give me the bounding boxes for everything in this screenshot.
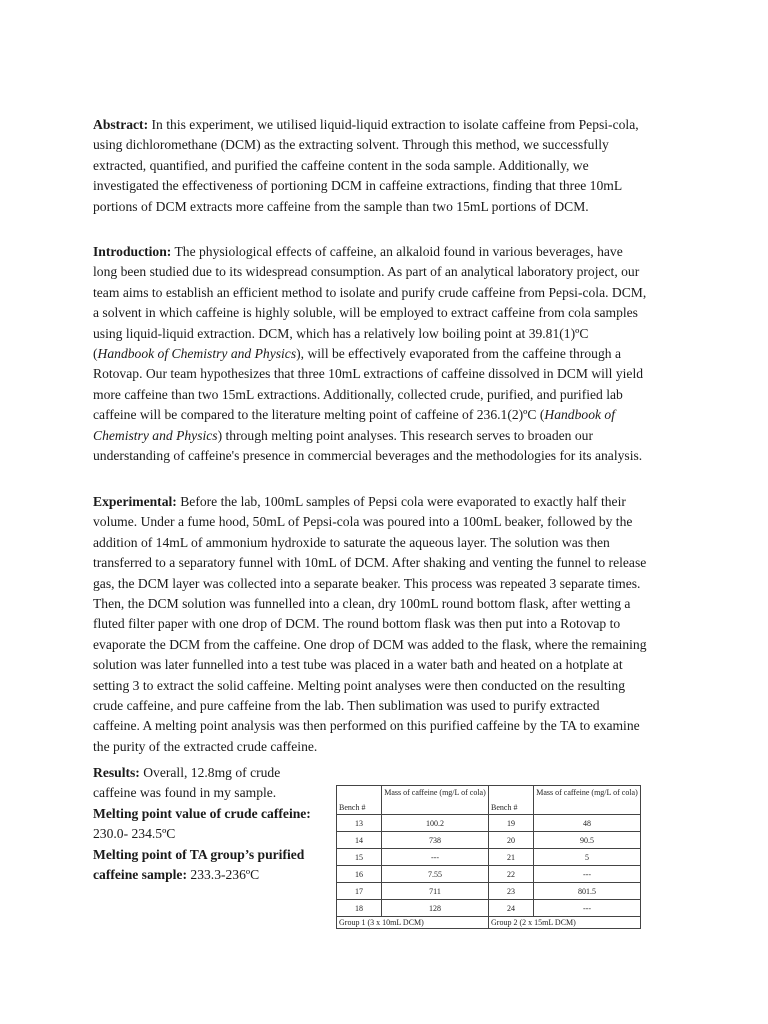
header-bench-group1: Bench # xyxy=(337,786,382,815)
bench-cell: 18 xyxy=(337,900,382,917)
purified-mp-label: Melting point of TA group’s purified caffeine sample: xyxy=(93,846,305,883)
header-mass-group2: Mass of caffeine (mg/L of cola) xyxy=(534,786,641,815)
caption-group2: Group 2 (2 x 15mL DCM) xyxy=(489,917,641,929)
experimental-paragraph xyxy=(93,492,648,757)
results-section xyxy=(93,763,323,885)
introduction-label: Introduction: xyxy=(93,244,172,259)
mass-cell: 801.5 xyxy=(534,883,641,900)
purified-melting-point xyxy=(93,845,323,886)
table-row xyxy=(337,866,641,883)
mass-cell: 738 xyxy=(382,832,489,849)
bench-cell: 20 xyxy=(489,832,534,849)
table-row xyxy=(337,832,641,849)
abstract-label: Abstract: xyxy=(93,117,149,132)
table-row xyxy=(337,815,641,832)
caption-group1: Group 1 (3 x 10mL DCM) xyxy=(337,917,489,929)
experimental-label: Experimental: xyxy=(93,494,177,509)
bench-cell: 17 xyxy=(337,883,382,900)
mass-cell: --- xyxy=(534,900,641,917)
purified-mp-value: 233.3-236ºC xyxy=(187,867,260,883)
mass-cell: 5 xyxy=(534,849,641,866)
table-row xyxy=(337,883,641,900)
mass-cell: 48 xyxy=(534,815,641,832)
results-text: Overall, 12.8mg of crude caffeine was found in my sample. xyxy=(93,765,281,801)
abstract-paragraph xyxy=(93,115,648,217)
bench-cell: 14 xyxy=(337,832,382,849)
bench-cell: 21 xyxy=(489,849,534,866)
bench-cell: 15 xyxy=(337,849,382,866)
caffeine-mass-table xyxy=(336,785,641,929)
mass-cell: 711 xyxy=(382,883,489,900)
abstract-text: In this experiment, we utilised liquid-liquid extraction to isolate caffeine from Pepsi-cola, using dichloromethane (DCM) as the extracting solvent. Through this method, we successfully extracted, quantified, and purified the caffeine content in the soda sample. Additionally, we investigated the effectiveness of portioning DCM in caffeine extractions, finding that three 10mL portions of DCM extracts more caffeine from the sample than two 15mL portions of DCM. xyxy=(93,117,639,214)
bench-cell: 23 xyxy=(489,883,534,900)
table-header-row xyxy=(337,786,641,815)
bench-cell: 13 xyxy=(337,815,382,832)
introduction-text-2: ), will be effectively evaporated from the caffeine through a Rotovap. Our team hypothesizes that three 10mL extractions of caffeine dissolved in DCM will yield more caffeine than two 15mL extractions. Additionally, collected crude, purified, and purified lab caffeine will be compared to the literature melting point of caffeine of 236.1(2)ºC ( xyxy=(93,346,644,423)
header-bench-group2: Bench # xyxy=(489,786,534,815)
mass-cell: 128 xyxy=(382,900,489,917)
introduction-text-3: ) through melting point analyses. This research serves to broaden our understanding of caffeine's presence in commercial beverages and the methodologies for its analysis. xyxy=(93,427,643,464)
bench-cell: 16 xyxy=(337,866,382,883)
results-label: Results: xyxy=(93,765,140,780)
bench-cell: 24 xyxy=(489,900,534,917)
bench-cell: 22 xyxy=(489,866,534,883)
results-summary xyxy=(93,763,323,804)
mass-cell: --- xyxy=(382,849,489,866)
table-row xyxy=(337,849,641,866)
introduction-paragraph xyxy=(93,242,648,466)
introduction-reference-2: Handbook of Chemistry and Physics xyxy=(93,407,615,443)
crude-mp-label: Melting point value of crude caffeine: xyxy=(93,805,311,821)
introduction-text-1: The physiological effects of caffeine, an alkaloid found in various beverages, have long been studied due to its widespread consumption. As part of an analytical laboratory project, our team aims to establish an efficient method to isolate and purify crude caffeine from Pepsi-cola. DCM, a solvent in which caffeine is highly soluble, will be employed to extract caffeine from cola samples using liquid-liquid extraction. DCM, which has a relatively low boiling point at 39.81(1)ºC ( xyxy=(93,244,647,362)
experimental-text: Before the lab, 100mL samples of Pepsi cola were evaporated to exactly half their volume. Under a fume hood, 50mL of Pepsi-cola was poured into a 100mL beaker, followed by the addition of 14mL of ammonium hydroxide to saturate the aqueous layer. The solution was then transferred to a separatory funnel with 10mL of DCM. After shaking and venting the funnel to release gas, the DCM layer was collected into a separate beaker. This process was repeated 3 separate times. Then, the DCM solution was funnelled into a clean, dry 100mL round bottom flask, after wetting a fluted filter paper with one drop of DCM. The round bottom flask was then put into a Rotovap to evaporate the DCM from the caffeine. One drop of DCM was added to the flask, where the remaining solution was later funnelled into a test tube was placed in a water bath and heated on a hotplate at setting 3 to extract the solid caffeine. Melting point analyses were then conducted on the resulting crude caffeine, and pure caffeine from the lab. Then sublimation was used to purify extracted caffeine. A melting point analysis was then performed on this purified caffeine by the TA to examine the purity of the extracted crude caffeine. xyxy=(93,494,647,754)
table-row xyxy=(337,900,641,917)
table-caption-row xyxy=(337,917,641,929)
mass-cell: 7.55 xyxy=(382,866,489,883)
mass-cell: 90.5 xyxy=(534,832,641,849)
header-mass-group1: Mass of caffeine (mg/L of cola) xyxy=(382,786,489,815)
crude-mp-value: 230.0- 234.5ºC xyxy=(93,826,176,842)
mass-cell: 100.2 xyxy=(382,815,489,832)
crude-melting-point xyxy=(93,804,323,824)
bench-cell: 19 xyxy=(489,815,534,832)
mass-cell: --- xyxy=(534,866,641,883)
introduction-reference-1: Handbook of Chemistry and Physics xyxy=(97,346,297,362)
